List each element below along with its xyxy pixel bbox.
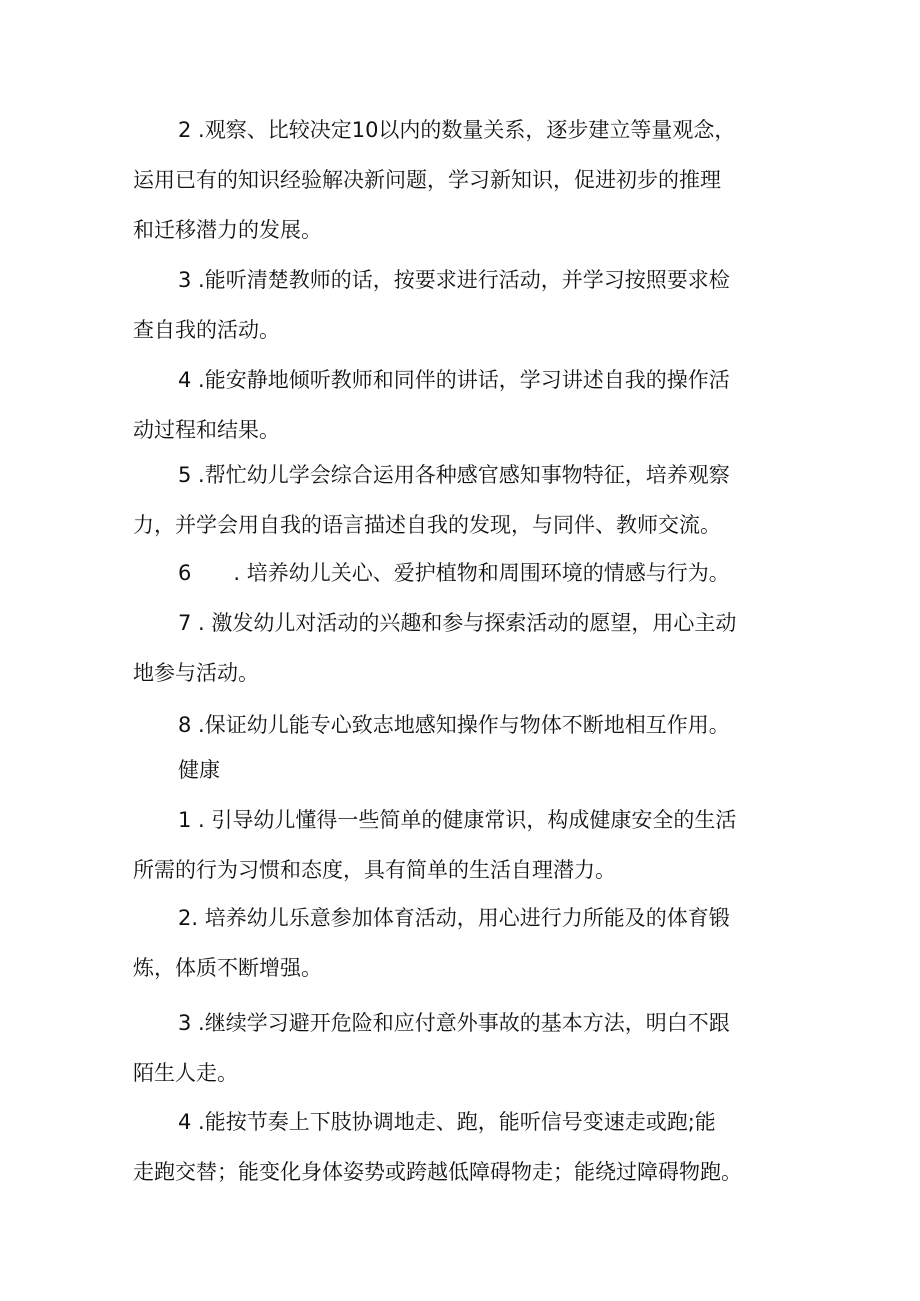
paragraph-math-goal-8 [133,700,803,750]
paragraph-math-goal-5 [133,450,803,550]
paragraph-health-goal-4 [133,1097,803,1197]
text-line: 6 . 培养幼儿关心、爱护植物和周围环境的情感与行为。 [178,561,730,585]
paragraph-health-goal-2 [133,893,803,993]
text-line: 1 . 引导幼儿懂得一些简单的健康常识，构成健康安全的生活 [178,808,737,832]
section-heading-health [133,745,803,795]
text-line: 动过程和结果。 [133,418,280,442]
text-line: 3 .继续学习避开危险和应付意外事故的基本方法，明白不跟 [178,1011,730,1035]
text-line: 走跑交替；能变化身体姿势或跨越低障碍物走；能绕过障碍物跑。 [133,1160,742,1184]
section-heading: 健康 [178,758,220,782]
text-line: 查自我的活动。 [133,318,280,342]
text-line: 8 .保证幼儿能专心致志地感知操作与物体不断地相互作用。 [178,713,730,737]
paragraph-math-goal-4 [133,355,803,455]
paragraph-math-goal-7 [133,598,803,698]
paragraph-math-goal-3 [133,255,803,355]
text-line: 和迁移潜力的发展。 [133,218,322,242]
text-line: 运用已有的知识经验解决新问题，学习新知识，促进初步的推理 [133,168,721,192]
paragraph-health-goal-3 [133,998,803,1098]
paragraph-math-goal-2 [133,105,803,255]
text-line: 力，并学会用自我的语言描述自我的发现，与同伴、教师交流。 [133,513,721,537]
paragraph-health-goal-1 [133,795,803,895]
paragraph-math-goal-6 [133,548,803,598]
text-line: 2 .观察、比较决定10以内的数量关系，逐步建立等量观念， [178,118,736,142]
text-line: 7 . 激发幼儿对活动的兴趣和参与探索活动的愿望，用心主动 [178,611,737,635]
text-line: 陌生人走。 [133,1061,238,1085]
text-line: 5 .帮忙幼儿学会综合运用各种感官感知事物特征，培养观察 [178,463,730,487]
text-line: 4 .能按节奏上下肢协调地走、跑，能听信号变速走或跑;能 [178,1110,716,1134]
text-line: 4 .能安静地倾听教师和同伴的讲话，学习讲述自我的操作活 [178,368,730,392]
text-line: 2. 培养幼儿乐意参加体育活动，用心进行力所能及的体育锻 [178,906,730,930]
text-line: 地参与活动。 [133,661,259,685]
text-line: 炼，体质不断增强。 [133,956,322,980]
text-line: 3 .能听清楚教师的话，按要求进行活动，并学习按照要求检 [178,268,730,292]
text-line: 所需的行为习惯和态度，具有简单的生活自理潜力。 [133,858,616,882]
